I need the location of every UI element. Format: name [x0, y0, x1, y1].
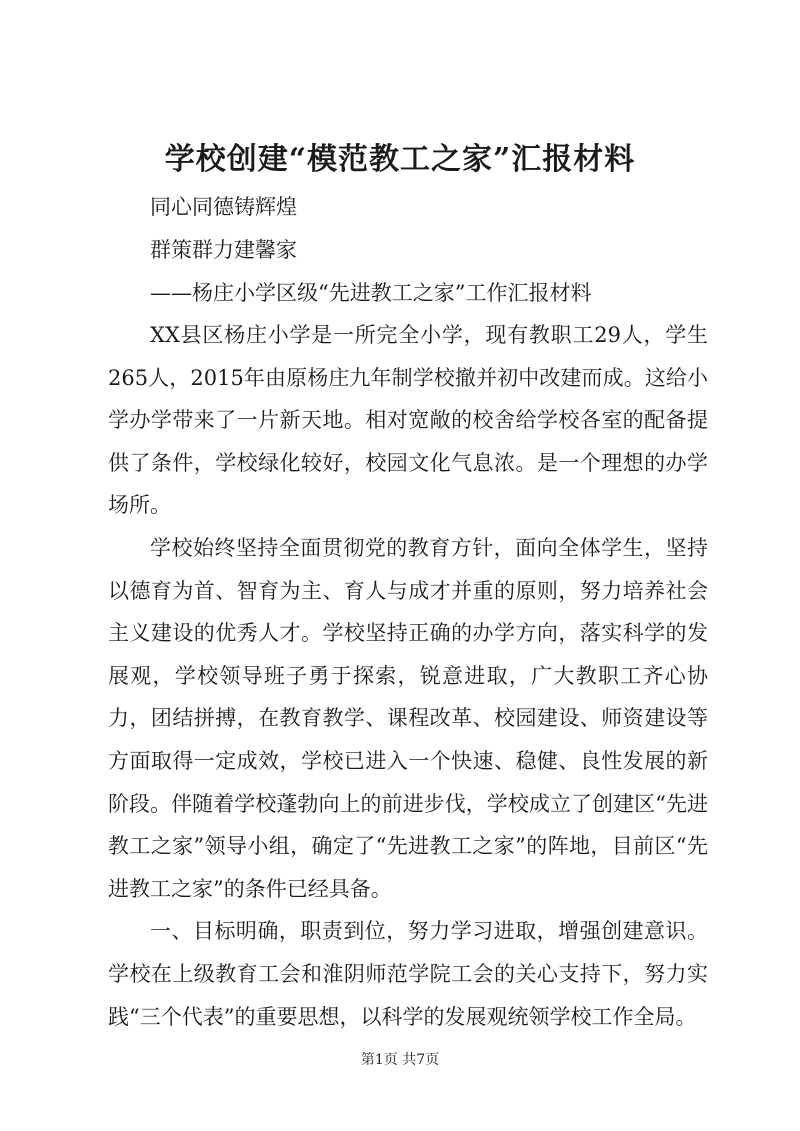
document-body [108, 314, 708, 1038]
paragraph-3: 一、目标明确，职责到位，努力学习进取，增强创建意识。学校在上级教育工会和淮阴师范学院工会的关心支持下，努力实践“三个代表”的重要思想，以科学的发展观统领学校工作全局。 [108, 919, 708, 1029]
subtitle-line-2: 群策群力建馨家 [150, 238, 297, 262]
subtitle-line-3: ——杨庄小学区级“先进教工之家”工作汇报材料 [150, 281, 592, 305]
subtitle-line-1: 同心同德铸辉煌 [150, 195, 297, 219]
page-footer: 第1页 共7页 [360, 1052, 440, 1068]
paragraph-1: XX县区杨庄小学是一所完全小学，现有教职工29人，学生265人，2015年由原杨庄九年制学校撤并初中改建而成。这给小学办学带来了一片新天地。相对宽敞的校舍给学校各室的配备提供了条件，学校绿化较好，校园文化气息浓。是一个理想的办学场所。 [108, 323, 708, 518]
paragraph-2: 学校始终坚持全面贯彻党的教育方针，面向全体学生，坚持以德育为首、智育为主、育人与成才并重的原则，努力培养社会主义建设的优秀人才。学校坚持正确的办学方向，落实科学的发展观，学校领导班子勇于探索，锐意进取，广大教职工齐心协力，团结拼搏，在教育教学、课程改革、校园建设、师资建设等方面取得一定成效，学校已进入一个快速、稳健、良性发展的新阶段。伴随着学校蓬勃向上的前进步伐，学校成立了创建区“先进教工之家”领导小组，确定了“先进教工之家”的阵地，目前区“先进教工之家”的条件已经具备。 [108, 535, 708, 901]
document-title: 学校创建“模范教工之家”汇报材料 [164, 142, 636, 177]
